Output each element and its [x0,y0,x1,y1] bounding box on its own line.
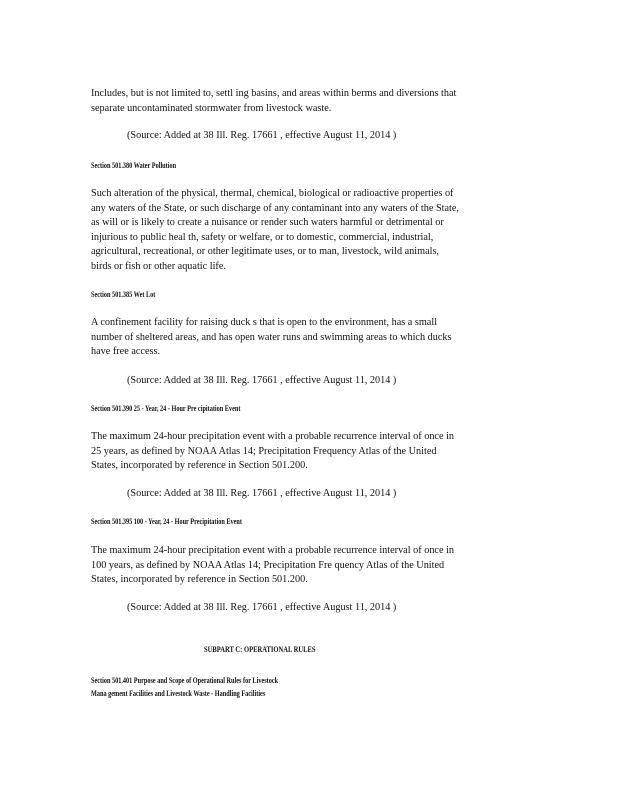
section-heading: Section 501.395 100 - Year, 24 - Hour Precipitation Event [91,517,242,526]
source-note: (Source: Added at 38 Ill. Reg. 17661 , effective August 11, 2014 ) [127,129,397,141]
paragraph-line: A confinement facility for raising duck s that is open to the environment, has a small [91,316,438,328]
subpart-heading: SUBPART C: OPERATIONAL RULES [204,645,316,654]
paragraph-line: any waters of the State, or such discharge of any contaminant into any waters of the State, [91,201,459,214]
paragraph-line: birds or fish or other aquatic life. [91,259,226,272]
paragraph-line: injurious to public heal th, safety or welfare, or to domestic, commercial, industrial, [91,230,434,243]
paragraph-line: The maximum 24-hour precipitation event with a probable recurrence interval of once in [91,430,455,442]
paragraph-line: 25 years, as defined by NOAA Atlas 14; Precipitation Frequency Atlas of the United [91,444,437,457]
intro-paragraph [91,86,484,115]
paragraph-line: have free access. [91,345,161,357]
section-heading: Section 501.380 Water Pollution [91,161,177,170]
source-note: (Source: Added at 38 Ill. Reg. 17661 , effective August 11, 2014 ) [127,601,397,613]
section-body [91,186,487,273]
paragraph-line: States, incorporated by reference in Section 501.200. [91,573,308,585]
paragraph-line: 100 years, as defined by NOAA Atlas 14; Precipitation Fre quency Atlas of the United [91,558,445,571]
paragraph-line: The maximum 24-hour precipitation event with a probable recurrence interval of once in [91,544,455,556]
paragraph-line: agricultural, recreational, or other legitimate uses, or to man, livestock, wild animals, [91,245,440,257]
paragraph-line: separate uncontaminated stormwater from livestock waste. [91,101,332,114]
section-heading: Section 501.390 25 - Year, 24 - Hour Pre cipitation Event [91,404,241,413]
paragraph-line: States, incorporated by reference in Section 501.200. [91,459,308,471]
section-body [91,543,481,587]
paragraph-line: Such alteration of the physical, thermal, chemical, biological or radioactive properties of [91,187,454,199]
section-heading: Section 501.401 Purpose and Scope of Operational Rules for Livestock [91,676,279,685]
section-heading: Section 501.385 Wet Lot [91,290,156,299]
source-note: (Source: Added at 38 Ill. Reg. 17661 , effective August 11, 2014 ) [127,374,397,386]
section-body [91,315,479,359]
paragraph-line: as will or is likely to create a nuisance or render such waters harmful or detrimental or [91,216,444,228]
paragraph-line: Includes, but is not limited to, settl ing basins, and areas within berms and diversions that [91,87,457,99]
paragraph-line: number of sheltered areas, and has open water runs and swimming areas to which ducks [91,330,452,343]
section-body [91,429,481,473]
source-note: (Source: Added at 38 Ill. Reg. 17661 , effective August 11, 2014 ) [127,487,397,499]
section-heading-continued: Mana gement Facilities and Livestock Waste - Handling Facilities [91,689,266,698]
